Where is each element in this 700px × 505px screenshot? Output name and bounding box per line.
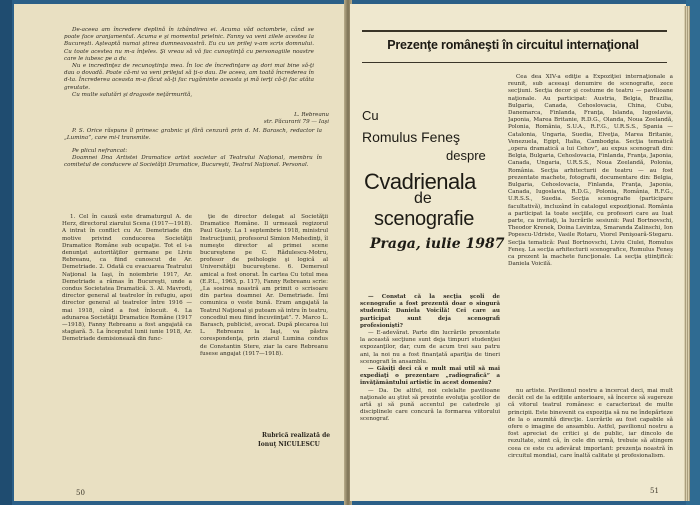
- notes-left-text: 1. Cel în cauză este dramaturgul A. de Herz, directorul ziarului Scena (1917—1918). A intrat în conflict cu Ar. Demetriade din motive privind conducerea Societăţii Dramatice Române sub ocupaţie. Tot el i-a denunţat autorităţilor germane pe Liviu Rebreanu, ca fiind cunoscut de Ar. Demetriade. 2. Odată cu evacuarea Teatrului Naţional la Iaşi, în noiembrie 1917, Ar. Demetriade a rămas în Bucureşti, unde a condus Societatea Dramatică. 3. Al. Mavrodi, director general al teatrelor în refugiu, apoi director general al teatrelor între 1916 — mai 1918, când a fost înlocuit. 4. La adunarea Societăţii Dramatice Române (1917—1918), Fanny Rebreanu a fost angajată ca stagiară. 5. La începutul lunii iunie 1918, Ar. Demetriade demisionează din func-: [62, 214, 192, 343]
- feature-despre: despre: [446, 148, 486, 163]
- sections-column-top: [508, 74, 673, 374]
- notes-right-text: ţie de director delegat al Societăţii Dramatice Române. Il urmează regizorul Paul Gusty. La 1 septembrie 1918, ministrul Instrucţiunii, profesorul Simion Mehedinţi, îl numeşte director al primei scene bucureştene pe C. Rădulescu-Motru, profesor de psihologie şi logică al Universităţii bucureştene. 6. Demersul amical a fost onorat. În cartea Cu totul mea (E.P.L., 1963, p. 117), Fanny Rebreanu scrie: „La sosirea noastră am primit o scrisoare din partea doamnei Ar. Demetriade. Îmi comunica o veste bună. Eram angajată la Teatrul Naţional şi puteam să intru în teatru, concediul meu fiind încuviinţat”. 7. Marco L. Barasch, publicist, avocat. După plecarea lui L. Rebreanu la Iaşi, va păstra corespondenţa, prin ziarul Lumina condus de Constantin Stere, ziar la care Rebreanu fusese angajat (1917—1918).: [200, 214, 328, 357]
- header-rule-bottom: [362, 62, 667, 63]
- envelope-intro: Pe plicul nefrancat:: [72, 148, 128, 154]
- letter-para-2: Nu e incredinţez de recunoştinţa mea. În loc de încredinţare aş dori mai bine să-ţi dau o dovadă. Poate că-mi va veni prilejul să ţi-o dau. De aceea, am toată încrederea în d-ta. Încrederea aceasta m-a făcut să-ţi fac rugăminte aceasta şi mă ierţi că-ţi fac atâta greutate.: [64, 63, 314, 91]
- envelope-address: Doamnei Dna Artistei Dramatice artist societar al Teatrului Naţional, membru în comitetul de conducere al Societăţii Dramatice, Bucureşti, Teatrul Naţional. Personal.: [64, 155, 322, 169]
- interview-question-2: — Găsiţi deci că e mult mai util să mai expediaţi o prezentare „radiografică” a învăţământului artistic în acest domeniu?: [360, 366, 500, 387]
- header-rule-top: [362, 30, 667, 32]
- feature-title-1: Cvadrienala: [364, 169, 476, 194]
- interview-question-1: — Constat că la secţia şcoli de scenografie a fost prezentă doar o singură studentă: Daniela Voicilă! Cei care au participat sunt deja scenografi profesionişti?: [360, 294, 500, 329]
- notes-column-right: [200, 214, 328, 358]
- right-page: [350, 4, 686, 501]
- page-number-left: 50: [76, 489, 85, 497]
- envelope-block: [64, 148, 322, 170]
- notes-column-left: [62, 214, 192, 344]
- interview-column: [360, 294, 500, 424]
- interview-answer-1: — E-adevărat. Parte din lucrările prezentate la această secţiune sunt deja timpuri studenţiei expozanţilor, dar, cum de acum trei sau patru ani, la noi nu a fost finanţată apariţia de tineri scenografi în ansamblu.: [360, 330, 500, 365]
- feature-dateline: Praga, iulie 1987: [370, 236, 505, 252]
- sections-text: Cea dea XIV-a ediţie a Expoziţiei internaţionale a reunit, sub aceeaşi denumire de scenografie, zece secţiuni. Secţia decor şi costume de teatru — pavilioane naţionale. Au participat: Austria, Belgia, Brazilia, Bulgaria, Canada, Cehoslovacia, China, Cuba, Danemarca, Finlanda, Franţa, Islanda, Iugoslavia, Japonia, Marea Britanie, R.D.G., Olanda, Noua Zeelandă, Polonia, România, S.U.A., R.F.G., U.R.S.S., Spania — Catalonia, Ungaria, Suedia, Elveţia, Marea Britanie, Venezuela, Egipt, Italia, Cambodgia. Secţia tematică „opera dramatică a lui Cehov”, au expus scenografi din: Belgia, Bulgaria, Cehoslovacia, Finlanda, Franţa, Japonia, Canada, Ungaria, U.R.S.S., Noua Zeelandă, Polonia, România. Secţia arhitecturii de teatru — au fost prezentate machete, fotografii, documentare din: Belgia, Bulgaria, Cehoslovacia, Finlanda, Franţa, Japonia, Canada, Iugoslavia, R.D.G., Polonia, România, R.F.G., U.R.S.S., Suedia. Secţia scenografie (participare facultativă), incluzând în catalogul expoziţional. România a participat la toate secţiile, cu profesori care au luat parte, ca invitaţi, la lucrările sesiunii: Paul Bortnovschi, Theodor Krenek, Doina Levintza, Smaranda Zalinschi, Ion Popescu-Udriste, Vasile Rotaru, Viorel Penişoară-Stegaru. Secţia tematică: Paul Bortnovschi, Liviu Ciulei, Romulus Feneş. La secţia arhitecturii scenografice, Romulus Feneş ca prezent la machete funcţionale. La secţia ştiinţifică: Daniela Voicilă.: [508, 74, 673, 268]
- page-stack-edge: [684, 6, 690, 501]
- rubric-line-1: Rubrică realizată de: [262, 432, 331, 439]
- interview-answer-2: — Da. De altfel, noi celelalte pavilioane naţionale au ştiut să prezinte evoluţia şcolilor de artă şi să pună accentul pe catedrele şi disciplinele care concură la formarea viitorului scenograf.: [360, 387, 500, 423]
- book-cover-edge: [0, 0, 12, 505]
- letter-body: [64, 27, 314, 99]
- postscript: [64, 128, 322, 142]
- page-header-title: Prezenţe româneşti în circuitul internaţional: [387, 38, 639, 52]
- letter-signature: [239, 112, 329, 126]
- sections-column-bottom: [508, 388, 673, 488]
- feature-name: Romulus Feneş: [362, 129, 461, 145]
- letter-para-3: Cu multe salutări şi dragoste neţărmurită,: [72, 91, 193, 98]
- feature-title-2: scenografie: [374, 208, 475, 230]
- signature-name: L. Rebreanu: [294, 112, 329, 118]
- feature-de: de: [414, 190, 432, 207]
- sections-text-continued: nu artiste. Pavilionul nostru a încercat deci, mai mult decât cel de la edițiile anterioare, să încerce să sugereze că vitorul teatrul românesc e caracterizat de multe principii. Este binevenit ca expoziţia să nu ne îndepărteze de la o anumită direcţie. Lucrările au fost capabile să ofere o imagine de ansamblu. Astfel, pavilionul nostru a fost apreciat de critici şi de public, iar dincolo de rezultate, simt că, în cele din urmă, trebuie să atingem ceea ce este cu adevărat important: prezenţa noastră în circuitul mondial, care înaltă calitate şi profesionalism.: [508, 388, 673, 459]
- feature-cu: Cu: [362, 108, 379, 123]
- letter-para-1: De-aceea am încredere deplină în izbândirea ei. Acuma văd octombrie, când se poate face aranjamentul. Acuma e şi momentul prielnic. Fanny va veni zilele acestea la Bucureşti. Aşteaptă numai ştirea dumneavoastră. Eu cu un prilej v-am scris domnului. Cu toate acestea nu m-a înţeles. Şi vreau să vă fac cunoştinţă cu personagiile noastre care le iubesc pe a dv.: [64, 27, 314, 62]
- left-page: [14, 4, 346, 501]
- rubric-author: Ionuţ NICULESCU: [258, 441, 320, 448]
- page-number-right: 51: [650, 487, 659, 495]
- postscript-text: P. S. Orice răspuns îl primesc grabnic şi fără cenzură prin d. M. Barasch, redactor la „Lumina”, care mi-l transmite.: [64, 128, 322, 142]
- signature-place: str. Păcurarii 79 — Iaşi: [263, 119, 329, 126]
